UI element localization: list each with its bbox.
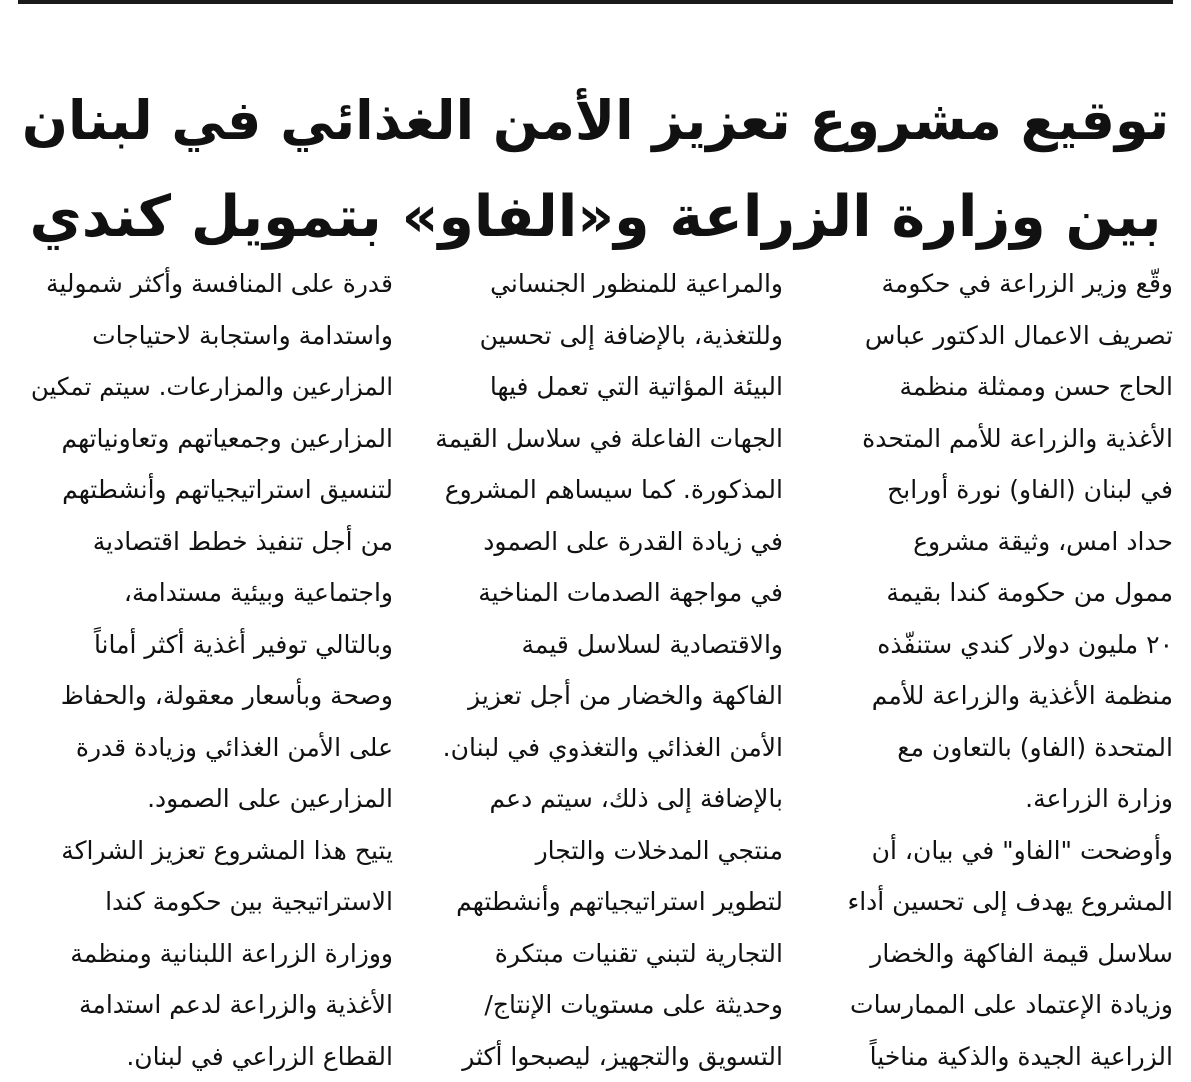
body-text-line: المتحدة (الفاو) بالتعاون مع xyxy=(811,722,1173,774)
body-text-line: وأوضحت "الفاو" في بيان، أن xyxy=(811,825,1173,877)
body-text-line: منظمة الأغذية والزراعة للأمم xyxy=(811,670,1173,722)
article-column-1 xyxy=(811,258,1173,1082)
body-text-line: يتيح هذا المشروع تعزيز الشراكة xyxy=(31,825,393,877)
body-text-line: التسويق والتجهيز، ليصبحوا أكثر xyxy=(421,1031,783,1082)
body-text-line: الجهات الفاعلة في سلاسل القيمة xyxy=(421,413,783,465)
body-text-line: منتجي المدخلات والتجار xyxy=(421,825,783,877)
body-text-line: الاستراتيجية بين حكومة كندا xyxy=(31,876,393,928)
body-text-line: المزارعين وجمعياتهم وتعاونياتهم xyxy=(31,413,393,465)
body-text-line: على الأمن الغذائي وزيادة قدرة xyxy=(31,722,393,774)
body-text-line: والمراعية للمنظور الجنساني xyxy=(421,258,783,310)
article-body xyxy=(18,258,1173,1081)
body-text-line: وحديثة على مستويات الإنتاج/ xyxy=(421,979,783,1031)
body-text-line: وقّع وزير الزراعة في حكومة xyxy=(811,258,1173,310)
body-text-line: الزراعية الجيدة والذكية مناخياً xyxy=(811,1031,1173,1082)
body-text-line: والاقتصادية لسلاسل قيمة xyxy=(421,619,783,671)
body-text-line: الفاكهة والخضار من أجل تعزيز xyxy=(421,670,783,722)
body-text-line: لتنسيق استراتيجياتهم وأنشطتهم xyxy=(31,464,393,516)
headline-line-1: توقيع مشروع تعزيز الأمن الغذائي في لبنان xyxy=(20,73,1171,169)
body-text-line: قدرة على المنافسة وأكثر شمولية xyxy=(31,258,393,310)
body-text-line: المزارعين على الصمود. xyxy=(31,773,393,825)
article-headline xyxy=(20,73,1171,265)
body-text-line: المشروع يهدف إلى تحسين أداء xyxy=(811,876,1173,928)
body-text-line: المذكورة. كما سيساهم المشروع xyxy=(421,464,783,516)
body-text-line: الأغذية والزراعة لدعم استدامة xyxy=(31,979,393,1031)
body-text-line: واستدامة واستجابة لاحتياجات xyxy=(31,310,393,362)
body-text-line: وزيادة الإعتماد على الممارسات xyxy=(811,979,1173,1031)
body-text-line: وبالتالي توفير أغذية أكثر أماناً xyxy=(31,619,393,671)
body-text-line: المزارعين والمزارعات. سيتم تمكين xyxy=(31,361,393,413)
headline-line-2: بين وزارة الزراعة و«الفاو» بتمويل كندي xyxy=(20,169,1171,265)
body-text-line: القطاع الزراعي في لبنان. xyxy=(31,1031,393,1082)
body-text-line: واجتماعية وبيئية مستدامة، xyxy=(31,567,393,619)
body-text-line: لتطوير استراتيجياتهم وأنشطتهم xyxy=(421,876,783,928)
article-column-2 xyxy=(421,258,783,1082)
body-text-line: تصريف الاعمال الدكتور عباس xyxy=(811,310,1173,362)
body-text-line: من أجل تنفيذ خطط اقتصادية xyxy=(31,516,393,568)
body-text-line: ووزارة الزراعة اللبنانية ومنظمة xyxy=(31,928,393,980)
body-text-line: سلاسل قيمة الفاكهة والخضار xyxy=(811,928,1173,980)
body-text-line: الحاج حسن وممثلة منظمة xyxy=(811,361,1173,413)
top-divider-rule xyxy=(18,0,1173,4)
body-text-line: ٢٠ مليون دولار كندي ستنفّذه xyxy=(811,619,1173,671)
body-text-line: وصحة وبأسعار معقولة، والحفاظ xyxy=(31,670,393,722)
body-text-line: التجارية لتبني تقنيات مبتكرة xyxy=(421,928,783,980)
body-text-line: ممول من حكومة كندا بقيمة xyxy=(811,567,1173,619)
body-text-line: الأمن الغذائي والتغذوي في لبنان. xyxy=(421,722,783,774)
body-text-line: في مواجهة الصدمات المناخية xyxy=(421,567,783,619)
body-text-line: الأغذية والزراعة للأمم المتحدة xyxy=(811,413,1173,465)
body-text-line: البيئة المؤاتية التي تعمل فيها xyxy=(421,361,783,413)
body-text-line: وزارة الزراعة. xyxy=(811,773,1173,825)
body-text-line: حداد امس، وثيقة مشروع xyxy=(811,516,1173,568)
body-text-line: في زيادة القدرة على الصمود xyxy=(421,516,783,568)
article-column-3 xyxy=(31,258,393,1082)
body-text-line: وللتغذية، بالإضافة إلى تحسين xyxy=(421,310,783,362)
body-text-line: في لبنان (الفاو) نورة أورابح xyxy=(811,464,1173,516)
body-text-line: بالإضافة إلى ذلك، سيتم دعم xyxy=(421,773,783,825)
